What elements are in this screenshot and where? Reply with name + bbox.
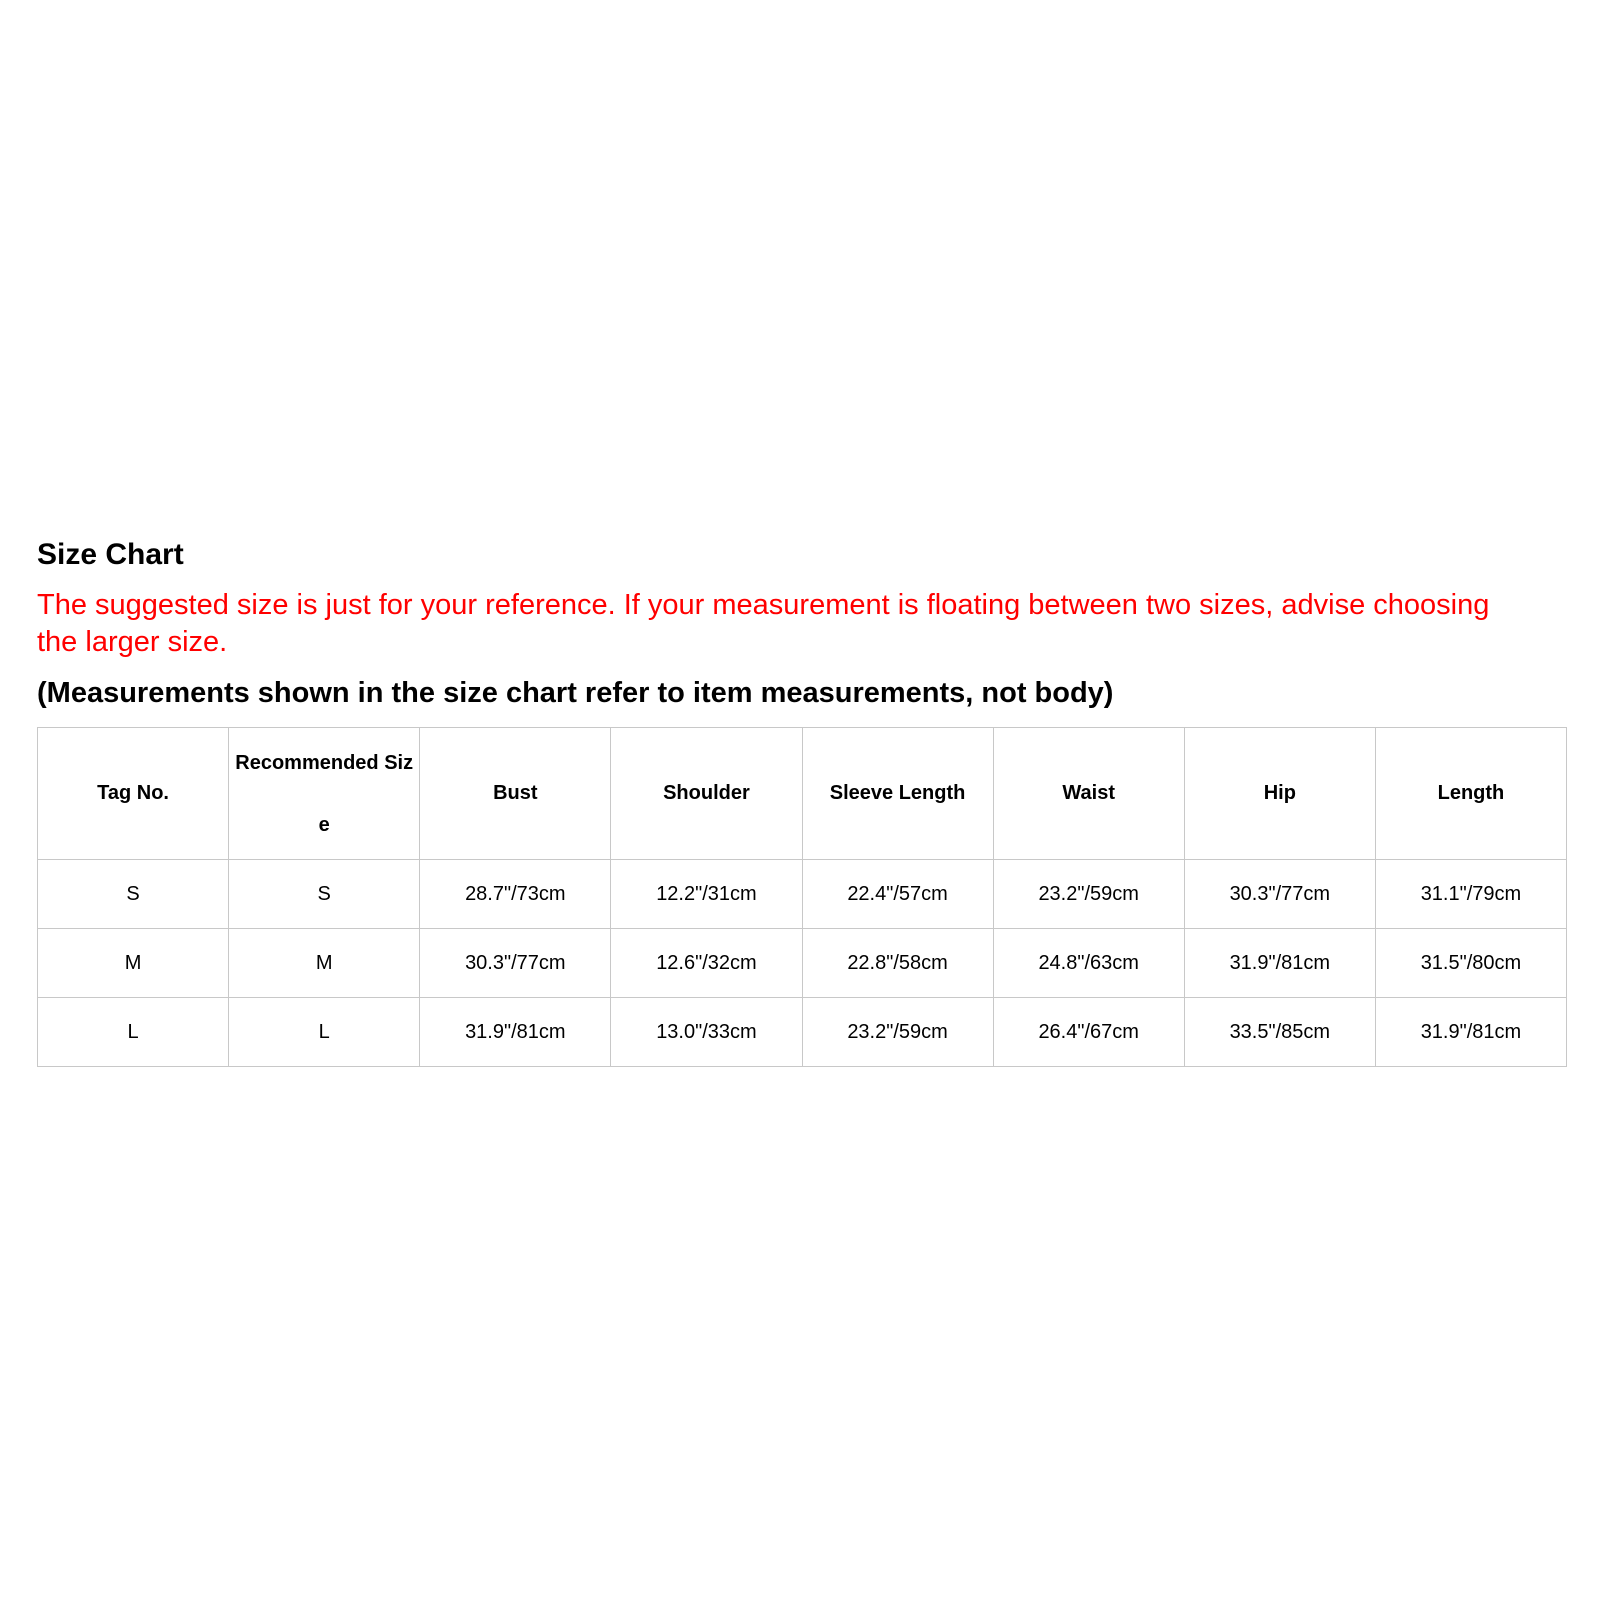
size-chart-section <box>37 535 1567 1067</box>
cell-sleeve-length: 23.2"/59cm <box>802 998 993 1067</box>
cell-tag-no: M <box>38 929 229 998</box>
cell-length: 31.9"/81cm <box>1375 998 1566 1067</box>
header-row <box>38 728 1567 860</box>
header-sleeve-length: Sleeve Length <box>802 728 993 860</box>
cell-bust: 31.9"/81cm <box>420 998 611 1067</box>
cell-shoulder: 12.2"/31cm <box>611 860 802 929</box>
cell-recommended-size: M <box>229 929 420 998</box>
table-row <box>38 860 1567 929</box>
table-header <box>38 728 1567 860</box>
cell-hip: 31.9"/81cm <box>1184 929 1375 998</box>
cell-bust: 30.3"/77cm <box>420 929 611 998</box>
cell-tag-no: L <box>38 998 229 1067</box>
cell-waist: 26.4"/67cm <box>993 998 1184 1067</box>
cell-hip: 33.5"/85cm <box>1184 998 1375 1067</box>
cell-recommended-size: L <box>229 998 420 1067</box>
cell-hip: 30.3"/77cm <box>1184 860 1375 929</box>
page-title: Size Chart <box>37 538 184 571</box>
cell-shoulder: 13.0"/33cm <box>611 998 802 1067</box>
header-length: Length <box>1375 728 1566 860</box>
measurement-disclaimer: (Measurements shown in the size chart refer to item measurements, not body) <box>37 677 1114 709</box>
cell-length: 31.5"/80cm <box>1375 929 1566 998</box>
cell-shoulder: 12.6"/32cm <box>611 929 802 998</box>
cell-sleeve-length: 22.8"/58cm <box>802 929 993 998</box>
table-body <box>38 860 1567 1067</box>
cell-length: 31.1"/79cm <box>1375 860 1566 929</box>
header-tag-no: Tag No. <box>38 728 229 860</box>
header-bust: Bust <box>420 728 611 860</box>
cell-bust: 28.7"/73cm <box>420 860 611 929</box>
cell-waist: 24.8"/63cm <box>993 929 1184 998</box>
cell-recommended-size: S <box>229 860 420 929</box>
header-hip: Hip <box>1184 728 1375 860</box>
header-shoulder: Shoulder <box>611 728 802 860</box>
cell-waist: 23.2"/59cm <box>993 860 1184 929</box>
header-recommended-size: Recommended Size <box>229 728 420 860</box>
size-table <box>37 727 1567 1067</box>
table-row <box>38 929 1567 998</box>
size-advice-note: The suggested size is just for your reference. If your measurement is floating between two sizes, advise choosing the larger size. <box>37 589 1490 658</box>
cell-tag-no: S <box>38 860 229 929</box>
header-waist: Waist <box>993 728 1184 860</box>
table-row <box>38 998 1567 1067</box>
cell-sleeve-length: 22.4"/57cm <box>802 860 993 929</box>
